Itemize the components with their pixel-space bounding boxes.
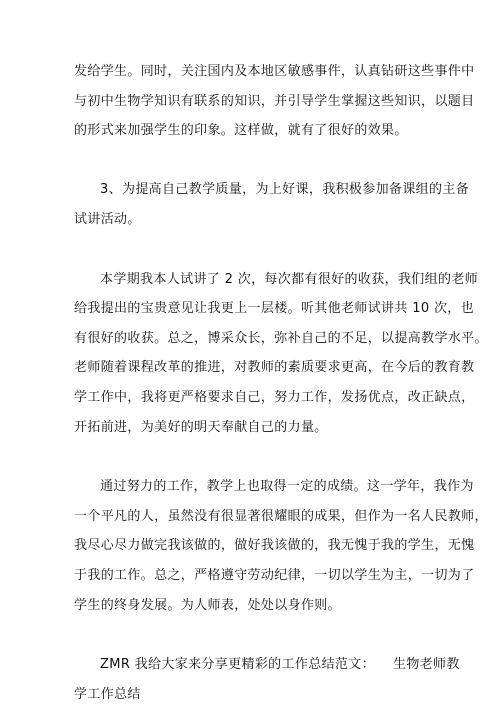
paragraph-4-line-2: 一个平凡的人，虽然没有很显著很耀眼的成果，但作为一名人民教师， [74, 508, 488, 524]
article-title-part-2: 学工作总结 [74, 686, 141, 702]
paragraph-2 [74, 175, 470, 234]
paragraph-4-line-1: 通过努力的工作，教学上也取得一定的成绩。这一学年，我作为 [100, 479, 474, 495]
paragraph-5-line-1 [74, 650, 460, 680]
paragraph-1-line-1: 发给学生。同时，关注国内及本地区敏感事件，认真钻研这些事件中 [74, 64, 475, 79]
paragraph-gap [74, 235, 426, 265]
paragraph-3-line-3: 有很好的收获。总之，博采众长，弥补自己的不足，以提高教学水平。 [74, 330, 488, 346]
paragraph-1-line-2: 与初中生物学知识有联系的知识，并引导学生掌握这些知识，以题目 [74, 93, 475, 109]
paragraph-gap [74, 146, 426, 176]
article-title-part-1: 生物老师教 [393, 657, 460, 673]
paragraph-4-line-4: 于我的工作。总之，严格遵守劳动纪律，一切以学生为主，一切为了 [74, 567, 475, 583]
paragraph-gap [74, 620, 426, 650]
paragraph-5 [74, 650, 460, 709]
paragraph-3 [74, 265, 488, 443]
paragraph-3-line-2: 给我提出的宝贵意见让我更上一层楼。听其他老师试讲共 10 次，也 [74, 301, 475, 317]
paragraph-3-line-1: 本学期我本人试讲了 2 次，每次都有很好的收获，我们组的老师 [100, 271, 479, 287]
paragraph-gap [74, 442, 426, 472]
paragraph-3-line-5: 学工作中，我将更严格要求自己，努力工作，发扬优点，改正缺点， [74, 389, 475, 405]
paragraph-2-line-2: 试讲活动。 [74, 211, 141, 227]
paragraph-4-line-5: 学生的终身发展。为人师表，处处以身作则。 [74, 597, 342, 613]
paragraph-4 [74, 472, 488, 620]
paragraph-1-line-3: 的形式来加强学生的印象。这样做，就有了很好的效果。 [74, 123, 408, 139]
paragraph-2-line-1: 3、为提高自己教学质量，为上好课，我积极参加备课组的主备 [100, 182, 470, 198]
paragraph-1 [74, 57, 475, 146]
intro-text: ZMR 我给大家来分享更精彩的工作总结范文： [100, 657, 375, 673]
paragraph-3-line-4: 老师随着课程改革的推进，对教师的素质要求更高，在今后的教育教 [74, 360, 475, 376]
paragraph-3-line-6: 开拓前进，为美好的明天奉献自己的力量。 [74, 419, 328, 435]
paragraph-4-line-3: 我尽心尽力做完我该做的，做好我该做的，我无愧于我的学生，无愧 [74, 538, 475, 554]
